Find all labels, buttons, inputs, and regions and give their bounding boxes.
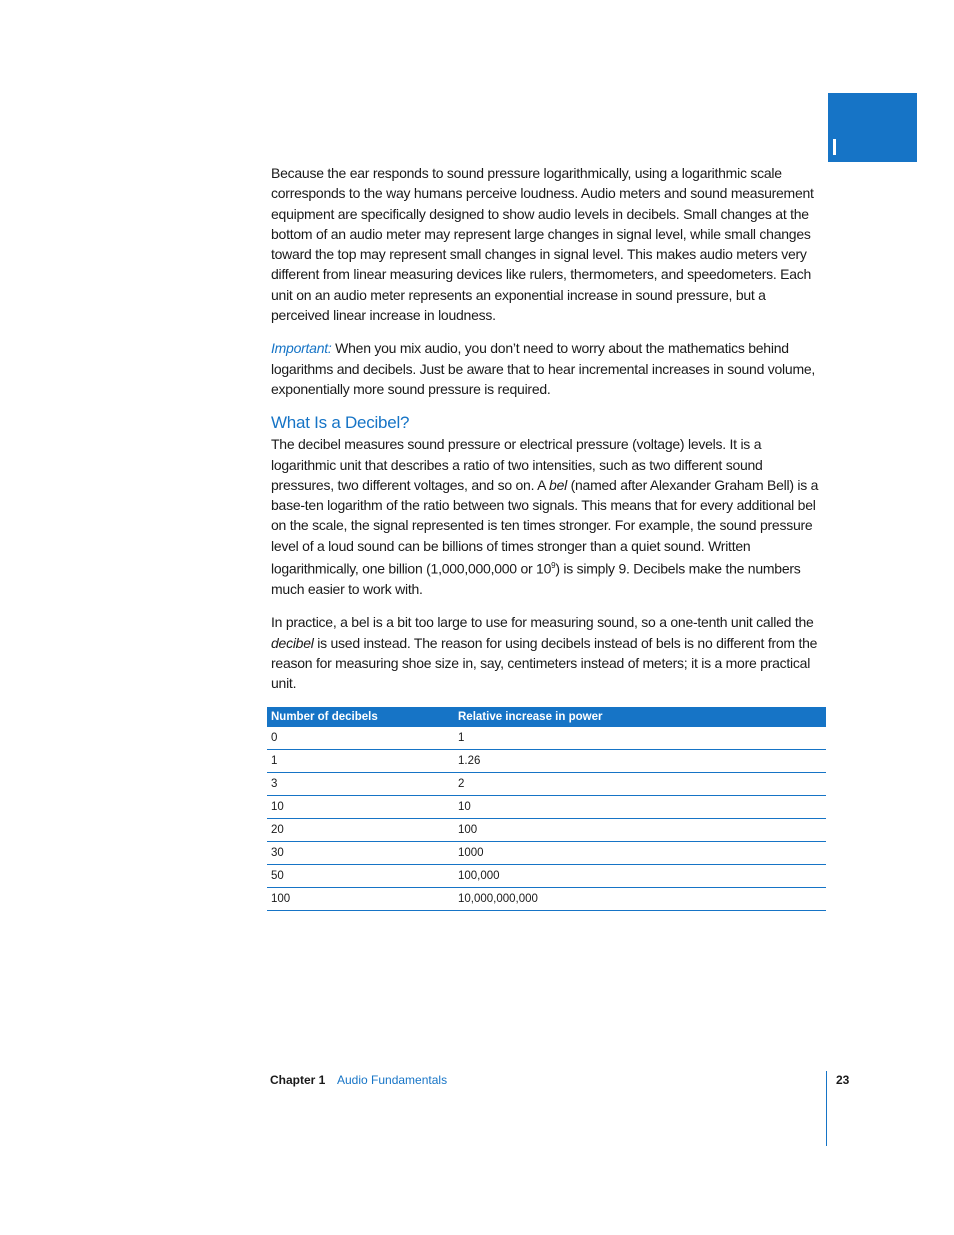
- paragraph-decibel: [271, 434, 827, 599]
- footer-divider: [826, 1071, 827, 1146]
- cell-power: 1: [454, 727, 826, 750]
- important-label: Important:: [271, 340, 332, 357]
- text: The decibel measures sound pressure or electrical pressure (voltage) levels. It is a logarithmic unit that describes a ratio of two intensities, such as two different sound pressures, two different voltages, and so on. A: [271, 436, 763, 493]
- table-row: [267, 819, 826, 842]
- cell-power: 2: [454, 773, 826, 796]
- table-row: [267, 888, 826, 911]
- footer-chapter: Chapter 1: [270, 1073, 326, 1087]
- decibel-table: [267, 707, 826, 911]
- table-row: [267, 727, 826, 750]
- table-row: [267, 773, 826, 796]
- table-row: [267, 750, 826, 773]
- text: ) is simply 9. Decibels make the numbers much easier to work with.: [271, 560, 801, 597]
- cell-decibels: 50: [267, 865, 454, 888]
- cell-decibels: 20: [267, 819, 454, 842]
- section-heading: What Is a Decibel?: [271, 413, 410, 433]
- paragraph-practice: [271, 612, 827, 693]
- cell-power: 10,000,000,000: [454, 888, 826, 911]
- cell-power: 100,000: [454, 865, 826, 888]
- term-decibel: decibel: [271, 634, 314, 651]
- text: is used instead. The reason for using decibels instead of bels is no different from the reason for measuring shoe size in, say, centimeters instead of meters; it is a more practical unit.: [271, 634, 818, 692]
- important-text: When you mix audio, you don’t need to worry about the mathematics behind logarithms and decibels. Just be aware that to hear incremental increases in sound volume, exponentially more sound pressure is required.: [271, 340, 816, 397]
- cell-power: 1.26: [454, 750, 826, 773]
- cell-decibels: 100: [267, 888, 454, 911]
- page-body: [271, 163, 827, 706]
- chapter-tab-mark: [833, 139, 836, 155]
- cell-power: 10: [454, 796, 826, 819]
- cell-power: 100: [454, 819, 826, 842]
- cell-power: 1000: [454, 842, 826, 865]
- table-header: [267, 707, 826, 727]
- chapter-tab: [828, 93, 917, 162]
- table-row: [267, 865, 826, 888]
- important-note: [271, 338, 827, 399]
- text: (named after Alexander Graham Bell) is a base-ten logarithm of the ratio between two signals. This means that for every additional bel on the scale, the signal represented is ten times stronger. For example, the sound pressure level of a loud sound can be billions of times stronger than a quiet sound. Written logarithmically, one billion (1,000,000,000 or 10: [271, 476, 819, 577]
- footer-chapter-title[interactable]: Audio Fundamentals: [337, 1073, 448, 1087]
- cell-decibels: 30: [267, 842, 454, 865]
- table-row: [267, 842, 826, 865]
- page-number: 23: [836, 1073, 850, 1087]
- header-power: Relative increase in power: [454, 707, 826, 727]
- header-decibels: Number of decibels: [267, 707, 454, 727]
- cell-decibels: 10: [267, 796, 454, 819]
- cell-decibels: 1: [267, 750, 454, 773]
- paragraph-intro: Because the ear responds to sound pressure logarithmically, using a logarithmic scale corresponds to the way humans perceive loudness. Audio meters and sound measurement equipment are specifically designed to show audio levels in decibels. Small changes at the bottom of an audio meter may represent large changes in signal level, while small changes toward the top may represent small changes in signal level. This makes audio meters very different from linear measuring devices like rulers, thermometers, and speedometers. Each unit on an audio meter represents an exponential increase in sound pressure, but a perceived linear increase in loudness.: [271, 165, 814, 324]
- superscript: 9: [551, 561, 556, 571]
- text: In practice, a bel is a bit too large to use for measuring sound, so a one-tenth unit called the: [271, 614, 814, 631]
- table-row: [267, 796, 826, 819]
- cell-decibels: 3: [267, 773, 454, 796]
- cell-decibels: 0: [267, 727, 454, 750]
- term-bel: bel: [549, 476, 567, 493]
